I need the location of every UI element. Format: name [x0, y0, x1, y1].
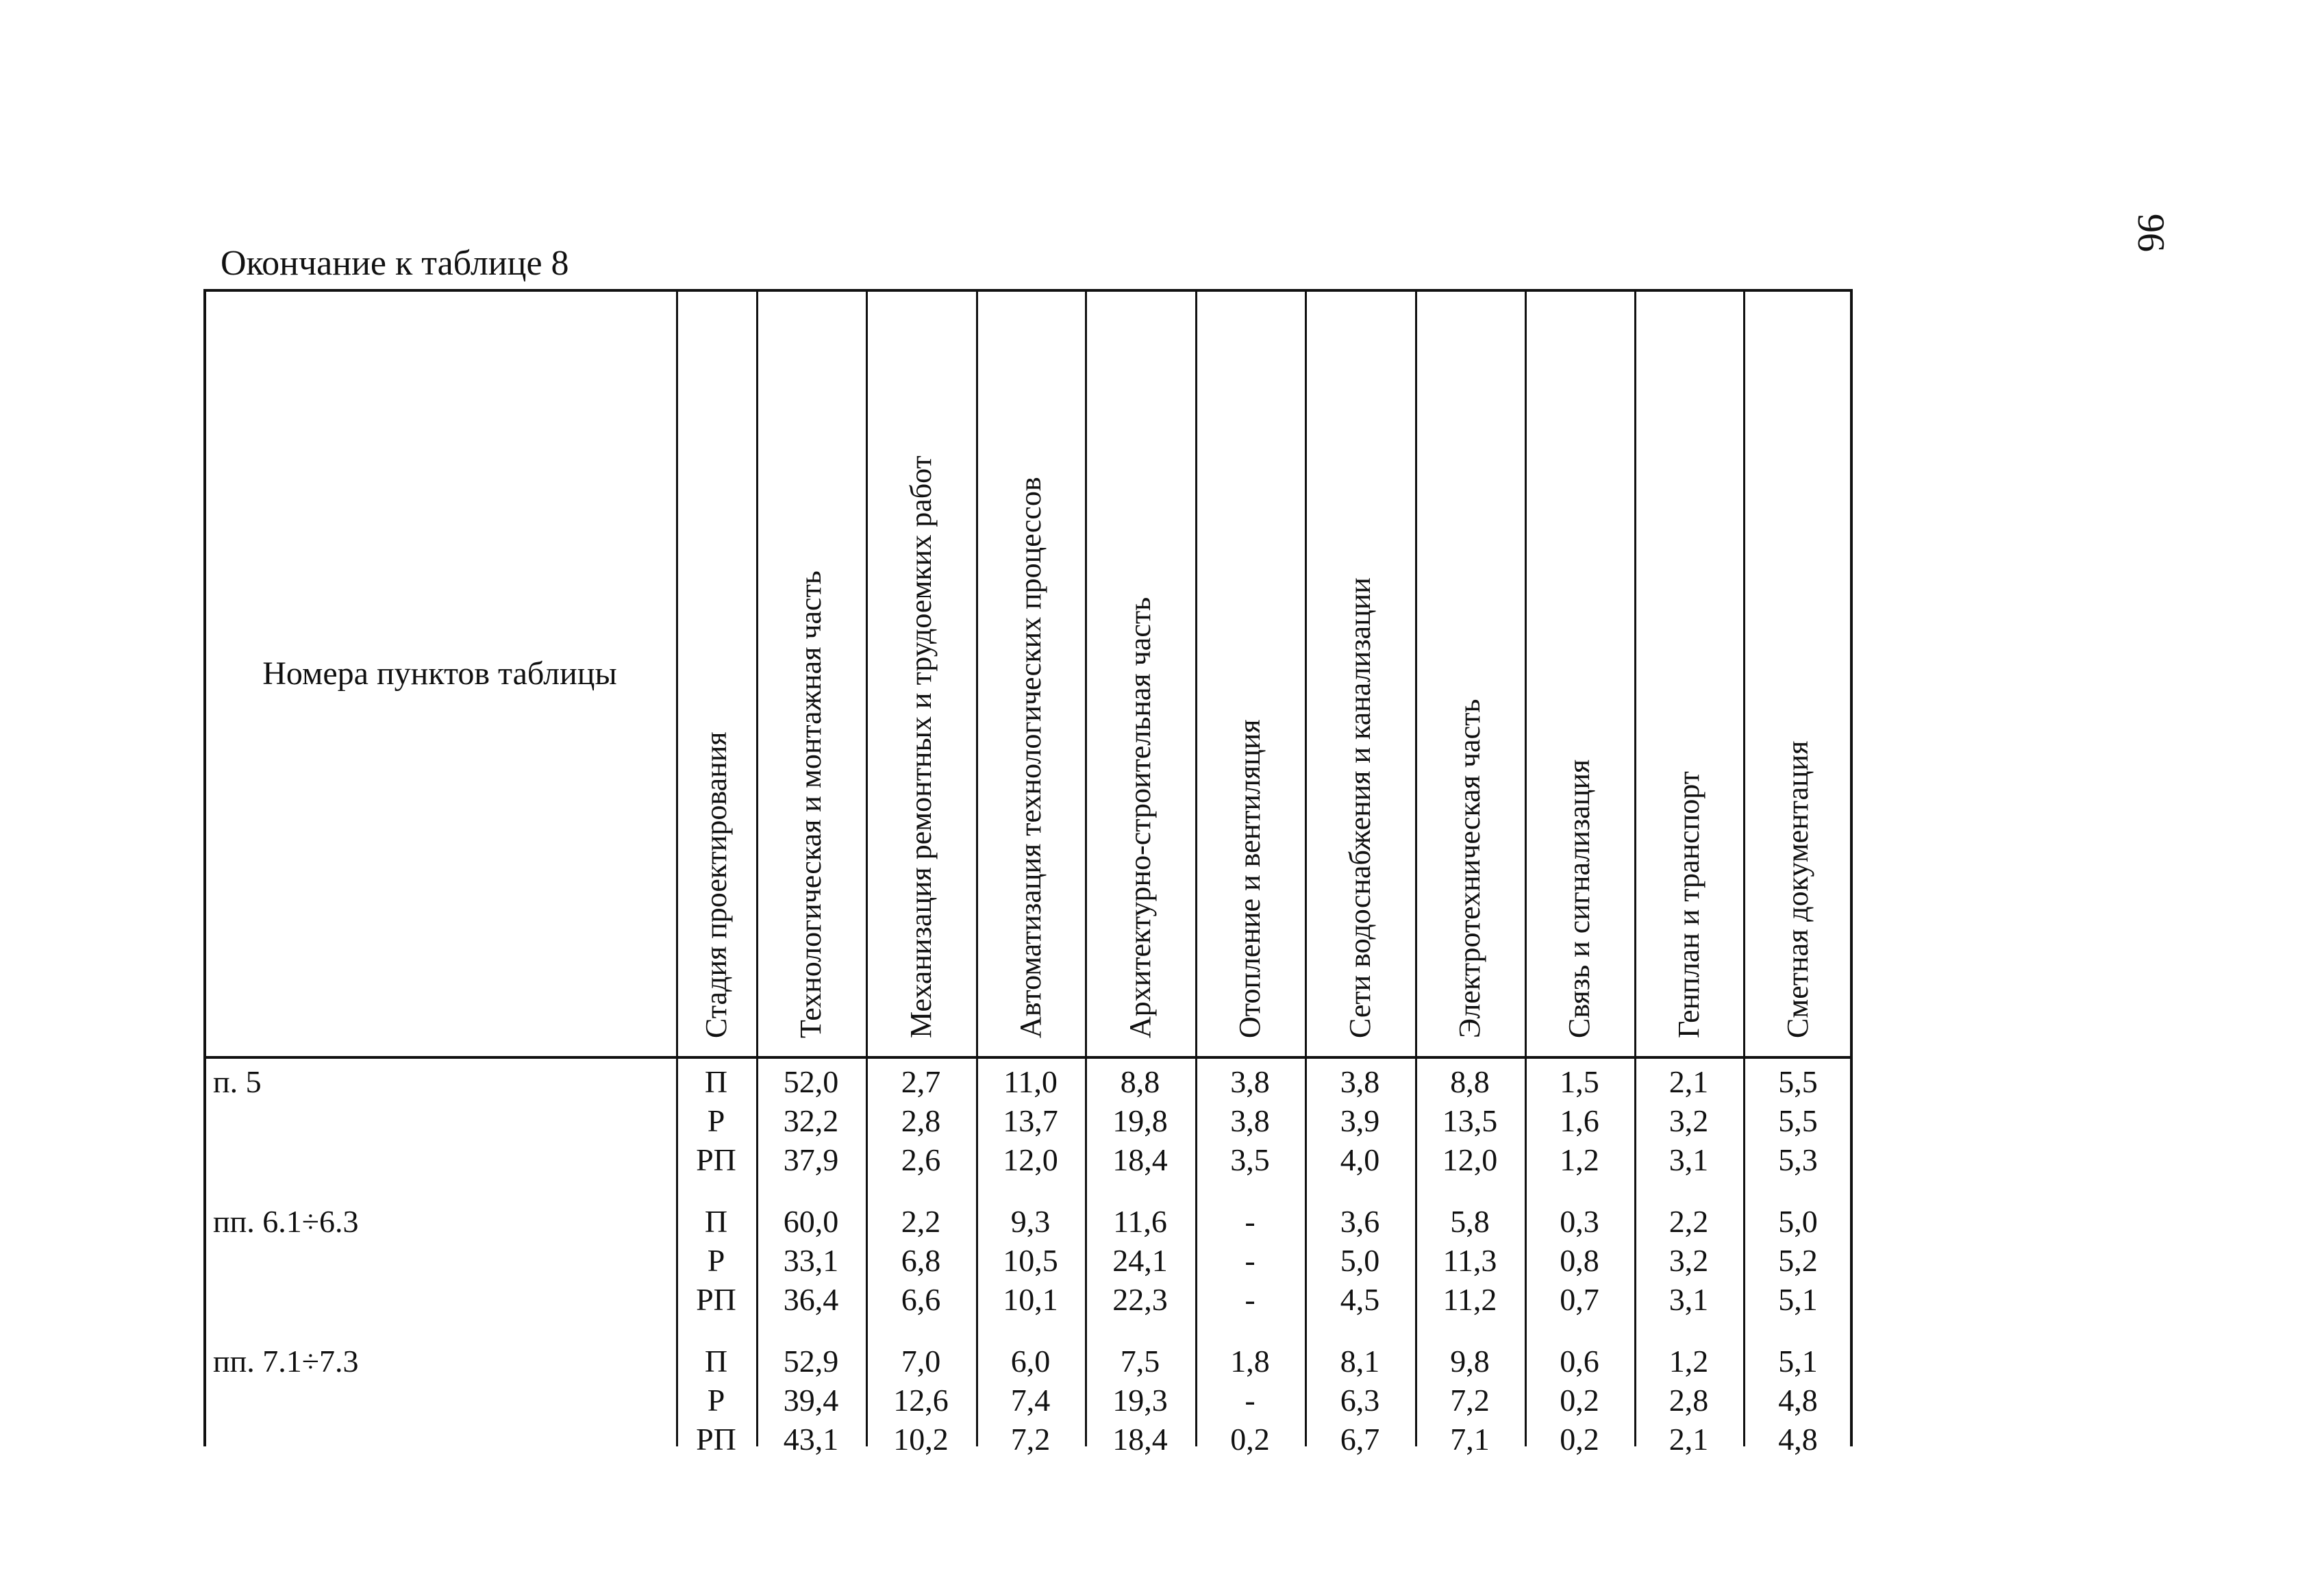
value-cell: 3,8: [1230, 1064, 1270, 1099]
value-cell: -: [1245, 1243, 1255, 1278]
value-cell: 2,6: [901, 1142, 941, 1177]
value-cell: 7,0: [901, 1344, 941, 1379]
value-cell: -: [1245, 1204, 1255, 1239]
value-cell: 2,1: [1669, 1422, 1709, 1457]
column-header: Стадия проектирования: [699, 731, 733, 1038]
value-cell: 2,7: [901, 1064, 941, 1099]
value-cell: 37,9: [783, 1142, 839, 1177]
value-cell: 0,2: [1560, 1422, 1599, 1457]
value-cell: 52,0: [783, 1064, 839, 1099]
value-cell: 5,5: [1778, 1064, 1818, 1099]
value-cell: 33,1: [783, 1243, 839, 1278]
value-cell: 5,1: [1778, 1282, 1818, 1317]
value-cell: 5,0: [1340, 1243, 1380, 1278]
value-cell: 5,2: [1778, 1243, 1818, 1278]
value-cell: 3,9: [1340, 1103, 1380, 1138]
value-cell: 1,8: [1230, 1344, 1270, 1379]
value-cell: 19,3: [1112, 1383, 1168, 1418]
value-cell: 6,7: [1340, 1422, 1380, 1457]
value-cell: 6,8: [901, 1243, 941, 1278]
stage-cell: РП: [696, 1282, 736, 1317]
table-top-border: [203, 289, 1853, 292]
value-cell: 7,1: [1450, 1422, 1490, 1457]
stage-cell: Р: [707, 1383, 725, 1418]
value-cell: 11,0: [1003, 1064, 1058, 1099]
value-cell: 2,2: [901, 1204, 941, 1239]
value-cell: 4,8: [1778, 1383, 1818, 1418]
stage-cell: П: [704, 1344, 728, 1379]
value-cell: 5,3: [1778, 1142, 1818, 1177]
value-cell: 8,8: [1450, 1064, 1490, 1099]
column-header: Отопление и вентиляция: [1233, 719, 1266, 1038]
value-cell: -: [1245, 1383, 1255, 1418]
data-table: [203, 289, 1853, 1457]
row-group-label: пп. 7.1÷7.3: [213, 1344, 359, 1379]
value-cell: 3,6: [1340, 1204, 1380, 1239]
value-cell: 18,4: [1112, 1422, 1168, 1457]
column-header: Автоматизация технологических процессов: [1013, 477, 1047, 1038]
value-cell: 0,8: [1560, 1243, 1599, 1278]
value-cell: 12,0: [1003, 1142, 1058, 1177]
header-bottom-border: [203, 1056, 1853, 1059]
stage-cell: Р: [707, 1103, 725, 1138]
row-group-label: п. 5: [213, 1064, 262, 1099]
value-cell: 3,2: [1669, 1243, 1709, 1278]
stage-cell: П: [704, 1064, 728, 1099]
value-cell: 8,1: [1340, 1344, 1380, 1379]
value-cell: 11,6: [1113, 1204, 1167, 1239]
value-cell: 32,2: [783, 1103, 839, 1138]
value-cell: 5,0: [1778, 1204, 1818, 1239]
value-cell: 3,2: [1669, 1103, 1709, 1138]
value-cell: 11,2: [1442, 1282, 1497, 1317]
value-cell: 6,3: [1340, 1383, 1380, 1418]
column-header: Электротехническая часть: [1453, 699, 1486, 1038]
value-cell: 2,1: [1669, 1064, 1709, 1099]
column-header: Сметная документация: [1781, 740, 1814, 1038]
value-cell: 5,5: [1778, 1103, 1818, 1138]
value-cell: 52,9: [783, 1344, 839, 1379]
value-cell: -: [1245, 1282, 1255, 1317]
value-cell: 3,8: [1340, 1064, 1380, 1099]
value-cell: 10,1: [1003, 1282, 1058, 1317]
value-cell: 1,6: [1560, 1103, 1599, 1138]
value-cell: 13,5: [1442, 1103, 1498, 1138]
value-cell: 7,4: [1010, 1383, 1051, 1418]
value-cell: 5,8: [1450, 1204, 1490, 1239]
value-cell: 7,2: [1010, 1422, 1051, 1457]
column-header: Генплан и транспорт: [1671, 771, 1705, 1038]
value-cell: 12,6: [893, 1383, 949, 1418]
value-cell: 36,4: [783, 1282, 839, 1317]
value-cell: 2,8: [901, 1103, 941, 1138]
column-header: Связь и сигнализация: [1562, 759, 1596, 1038]
value-cell: 43,1: [783, 1422, 839, 1457]
stage-cell: РП: [696, 1422, 736, 1457]
value-cell: 10,5: [1003, 1243, 1058, 1278]
value-cell: 1,5: [1560, 1064, 1599, 1099]
value-cell: 2,2: [1669, 1204, 1709, 1239]
stage-cell: Р: [707, 1243, 725, 1278]
value-cell: 7,5: [1120, 1344, 1160, 1379]
value-cell: 9,8: [1450, 1344, 1490, 1379]
value-cell: 18,4: [1112, 1142, 1168, 1177]
value-cell: 0,3: [1560, 1204, 1599, 1239]
value-cell: 13,7: [1003, 1103, 1058, 1138]
column-header: Архитектурно-строительная часть: [1123, 596, 1157, 1038]
value-cell: 10,2: [893, 1422, 949, 1457]
value-cell: 1,2: [1669, 1344, 1709, 1379]
value-cell: 0,2: [1230, 1422, 1270, 1457]
row-group-label: пп. 6.1÷6.3: [213, 1204, 359, 1239]
value-cell: 3,1: [1669, 1142, 1709, 1177]
stage-cell: П: [704, 1204, 728, 1239]
value-cell: 11,3: [1442, 1243, 1497, 1278]
value-cell: 39,4: [783, 1383, 839, 1418]
value-cell: 4,0: [1340, 1142, 1380, 1177]
value-cell: 0,2: [1560, 1383, 1599, 1418]
value-cell: 19,8: [1112, 1103, 1168, 1138]
value-cell: 6,6: [901, 1282, 941, 1317]
column-header: Технологическая и монтажная часть: [794, 570, 827, 1038]
page-number: 96: [2129, 214, 2172, 252]
value-cell: 8,8: [1120, 1064, 1160, 1099]
value-cell: 3,1: [1669, 1282, 1709, 1317]
value-cell: 0,7: [1560, 1282, 1599, 1317]
value-cell: 4,8: [1778, 1422, 1818, 1457]
column-header: Сети водоснабжения и канализации: [1342, 577, 1377, 1038]
table-left-border: [203, 289, 206, 1446]
column-header: Механизация ремонтных и трудоемких работ: [903, 455, 938, 1038]
value-cell: 3,8: [1230, 1103, 1270, 1138]
value-cell: 3,5: [1230, 1142, 1270, 1177]
row-header-label: Номера пунктов таблицы: [262, 655, 617, 692]
value-cell: 1,2: [1560, 1142, 1599, 1177]
table-caption: Окончание к таблице 8: [221, 244, 569, 283]
value-cell: 12,0: [1442, 1142, 1498, 1177]
value-cell: 22,3: [1112, 1282, 1168, 1317]
value-cell: 5,1: [1778, 1344, 1818, 1379]
value-cell: 2,8: [1669, 1383, 1709, 1418]
value-cell: 9,3: [1010, 1204, 1051, 1239]
stage-cell: РП: [696, 1142, 736, 1177]
value-cell: 0,6: [1560, 1344, 1599, 1379]
value-cell: 4,5: [1340, 1282, 1380, 1317]
value-cell: 24,1: [1112, 1243, 1168, 1278]
value-cell: 7,2: [1450, 1383, 1490, 1418]
value-cell: 6,0: [1010, 1344, 1051, 1379]
value-cell: 60,0: [783, 1204, 839, 1239]
